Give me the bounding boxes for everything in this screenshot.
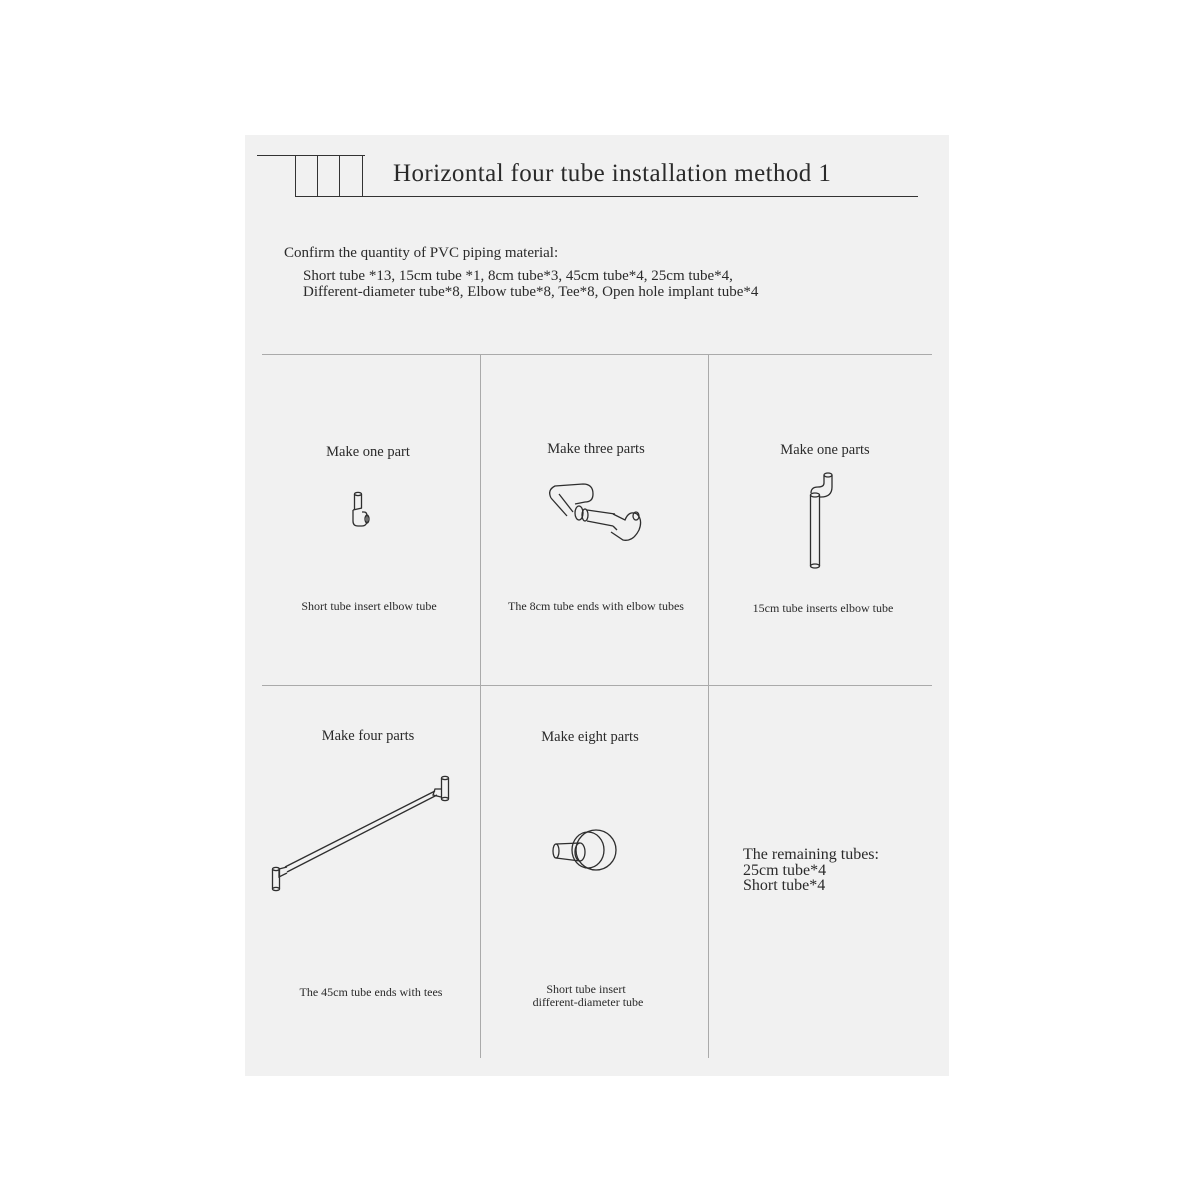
remaining-line-3: Short tube*4 <box>743 877 826 894</box>
remaining-tubes-note <box>743 847 879 894</box>
cell-5-caption-line-1: Short tube insert <box>546 982 626 996</box>
cell-5-caption-line-2: different-diameter tube <box>532 995 644 1009</box>
short-tube-elbow-icon <box>348 490 380 530</box>
long-tube-elbow-icon <box>803 469 839 571</box>
page-title: Horizontal four tube installation method 1 <box>393 160 832 187</box>
grid-line-middle <box>262 685 932 686</box>
elbow-tube-assembly-icon <box>545 480 647 548</box>
header-rule-bottom <box>295 196 918 197</box>
cell-4-title: Make four parts <box>321 728 415 744</box>
cell-1-title: Make one part <box>326 444 410 460</box>
cell-5-title: Make eight parts <box>541 729 639 745</box>
cell-3-title: Make one parts <box>780 442 870 458</box>
grid-line-top <box>262 354 932 355</box>
remaining-line-1: The remaining tubes: <box>743 846 879 863</box>
instruction-sheet <box>245 135 949 1076</box>
header-box-2 <box>317 156 340 196</box>
intro-line-1: Short tube *13, 15cm tube *1, 8cm tube*3, 45cm tube*4, 25cm tube*4, <box>303 268 733 284</box>
cell-2-title: Make three parts <box>547 441 645 457</box>
cell-2-caption: The 8cm tube ends with elbow tubes <box>508 599 684 613</box>
grid-line-left <box>480 354 481 1058</box>
header-box-1 <box>295 156 318 196</box>
tube-with-tees-icon <box>269 773 455 897</box>
intro-line-2: Different-diameter tube*8, Elbow tube*8, Tee*8, Open hole implant tube*4 <box>303 284 759 300</box>
grid-line-right <box>708 354 709 1058</box>
remaining-line-2: 25cm tube*4 <box>743 861 827 879</box>
header-box-3 <box>339 156 363 196</box>
cell-1-caption: Short tube insert elbow tube <box>301 599 437 613</box>
cell-4-caption: The 45cm tube ends with tees <box>299 985 443 999</box>
reducer-fitting-icon <box>550 827 620 875</box>
intro-heading: Confirm the quantity of PVC piping material: <box>284 245 559 261</box>
cell-3-caption: 15cm tube inserts elbow tube <box>752 601 894 615</box>
